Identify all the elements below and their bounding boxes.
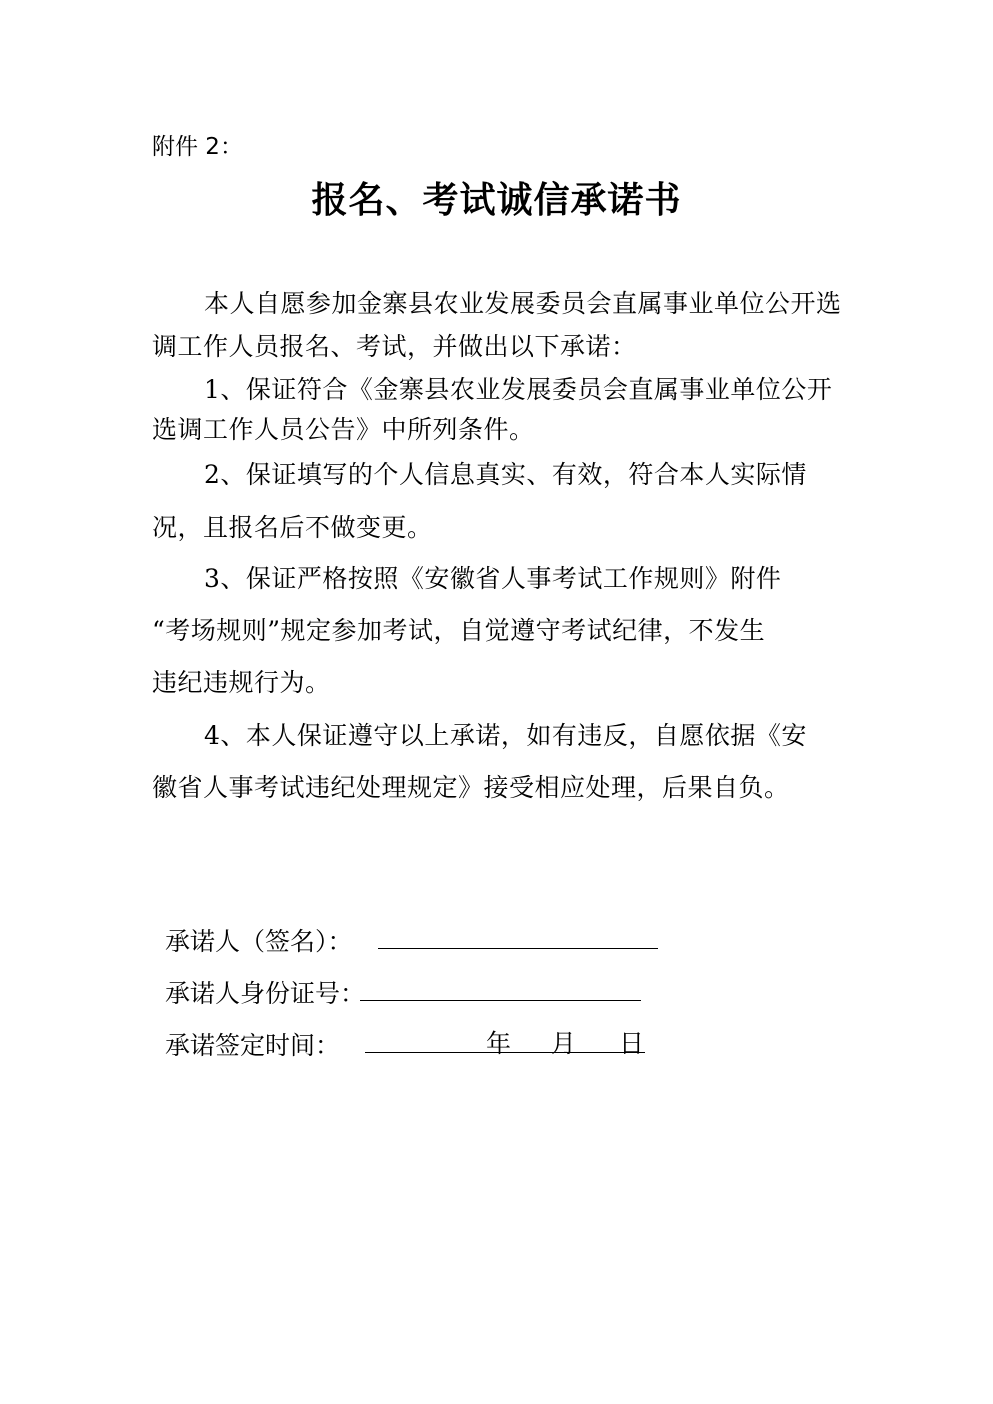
- item-3-line-1: 3、保证严格按照《安徽省人事考试工作规则》附件: [204, 564, 782, 593]
- item-4-line-1: 4、本人保证遵守以上承诺，如有违反，自愿依据《安: [204, 721, 807, 750]
- intro-line-2: 调工作人员报名、考试，并做出以下承诺：: [152, 332, 637, 361]
- id-number-label: 承诺人身份证号：: [165, 979, 366, 1008]
- id-number-line[interactable]: [360, 1000, 641, 1001]
- item-3-line-2: “考场规则”规定参加考试，自觉遵守考试纪律，不发生: [152, 616, 766, 645]
- date-month-label: 月: [551, 1029, 577, 1058]
- document-title: 报名、考试诚信承诺书: [311, 179, 682, 221]
- item-2-line-2: 况，且报名后不做变更。: [152, 513, 433, 542]
- date-label: 承诺签定时间：: [165, 1031, 341, 1060]
- intro-line-1: 本人自愿参加金寨县农业发展委员会直属事业单位公开选: [204, 289, 842, 318]
- item-4-line-2: 徽省人事考试违纪处理规定》接受相应处理，后果自负。: [152, 773, 790, 802]
- item-1-line-2: 选调工作人员公告》中所列条件。: [152, 415, 535, 444]
- item-2-line-1: 2、保证填写的个人信息真实、有效，符合本人实际情: [204, 460, 807, 489]
- attachment-label: 附件 2：: [152, 134, 243, 160]
- date-day-label: 日: [619, 1029, 645, 1058]
- date-year-label: 年: [486, 1029, 512, 1058]
- item-1-line-1: 1、保证符合《金寨县农业发展委员会直属事业单位公开: [204, 375, 833, 404]
- signer-signature-line[interactable]: [378, 948, 658, 949]
- item-3-line-3: 违纪违规行为。: [152, 668, 331, 697]
- signer-label: 承诺人（签名）：: [165, 927, 353, 956]
